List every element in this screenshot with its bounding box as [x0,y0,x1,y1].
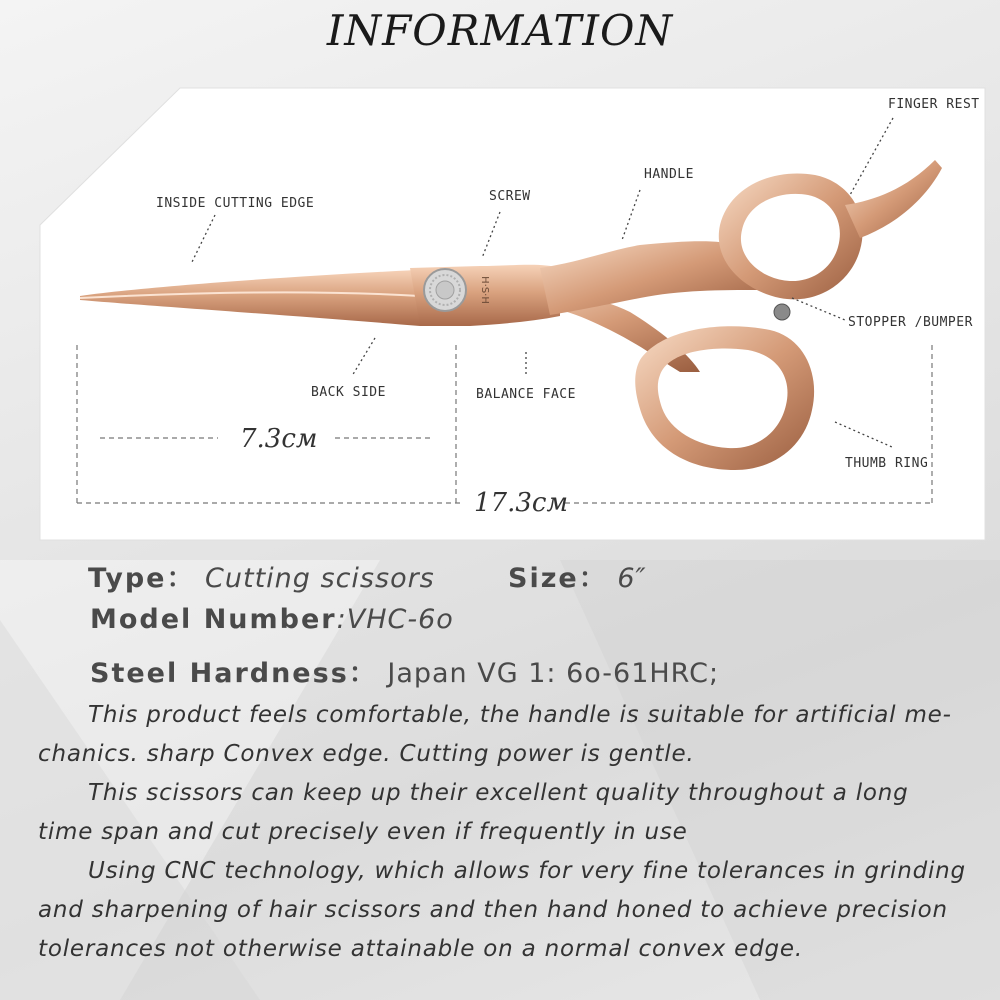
spec-size [508,556,647,595]
description [38,696,968,969]
spec-size-value: 6″ [617,563,647,594]
label-handle: HANDLE [644,167,694,182]
spec-type [88,556,435,595]
spec-model-value: :VHC-6o [336,604,454,635]
label-balance-face: BALANCE FACE [476,387,576,402]
spec-model-label: Model Number [90,604,337,635]
page-title: INFORMATION [326,6,674,55]
spec-model [90,604,454,635]
dimension-blade-length: 7.3cм [240,424,318,454]
spec-hardness [90,651,719,690]
brand-mark: H·S·H [479,276,490,304]
description-paragraph-2: This scissors can keep up their excellent quality throughout a long time span and cut precisely even if frequently in use [38,780,909,845]
spec-type-label: Type： [88,563,196,594]
spec-type-value: Cutting scissors [205,563,435,594]
label-stopper-bumper: STOPPER /BUMPER [848,315,973,330]
spec-hardness-label: Steel Hardness： [90,658,378,689]
label-thumb-ring: THUMB RING [845,456,929,471]
description-paragraph-1: This product feels comfortable, the handle is suitable for artificial me-chanics. sharp Convex edge. Cutting power is gentle. [38,702,952,767]
label-inside-cutting-edge: INSIDE CUTTING EDGE [156,196,315,211]
label-screw: SCREW [489,189,531,204]
label-finger-rest: FINGER REST [888,97,980,112]
spec-hardness-value: Japan VG 1: 6o-61HRC; [387,658,720,689]
dimension-total-length: 17.3cм [474,488,569,518]
spec-size-label: Size： [508,563,608,594]
stopper-bumper-shape [774,304,790,320]
label-back-side: BACK SIDE [311,385,386,400]
description-paragraph-3: Using CNC technology, which allows for very fine tolerances in grinding and sharpening of hair scissors and then hand honed to achieve precision tolerances not otherwise attainable on a normal convex edge. [38,858,966,962]
